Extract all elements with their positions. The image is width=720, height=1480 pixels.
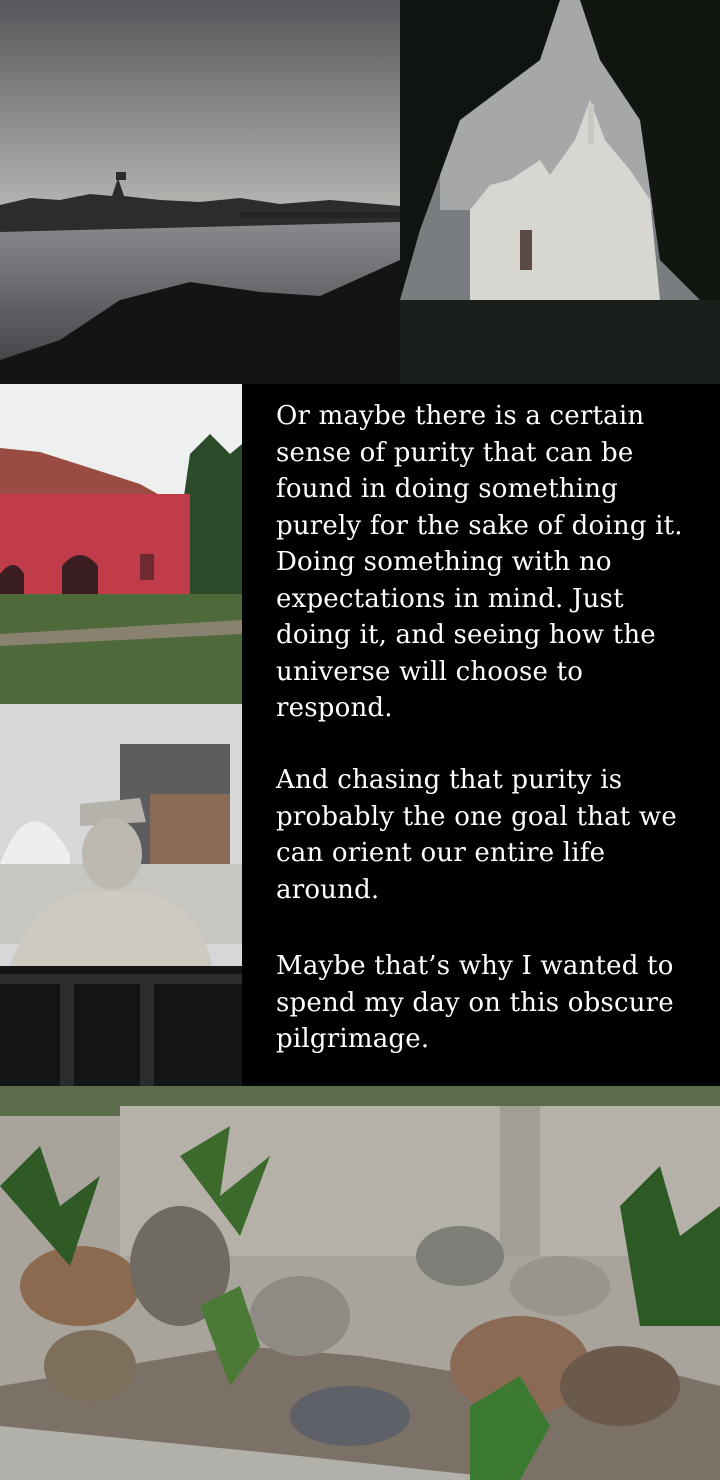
- photo-rock-garden: [0, 1086, 720, 1480]
- photo-red-house: [0, 384, 242, 704]
- story-paragraph-2: And chasing that purity is probably the one goal that we can orient our entire life around.: [276, 765, 677, 905]
- story-paragraph-3: Maybe that’s why I wanted to spend my day on this obscure pilgrimage.: [276, 951, 674, 1054]
- story-text-panel: [242, 384, 720, 1086]
- photo-temple: [400, 0, 720, 384]
- photo-bust-statue: [0, 704, 242, 1086]
- story-paragraph-1: Or maybe there is a certain sense of purity that can be found in doing something purely for the sake of doing it. Doing something with no expectations in mind. Just doing it, and seeing how the universe will choose to respond.: [276, 401, 683, 723]
- photo-river-skyline: [0, 0, 400, 384]
